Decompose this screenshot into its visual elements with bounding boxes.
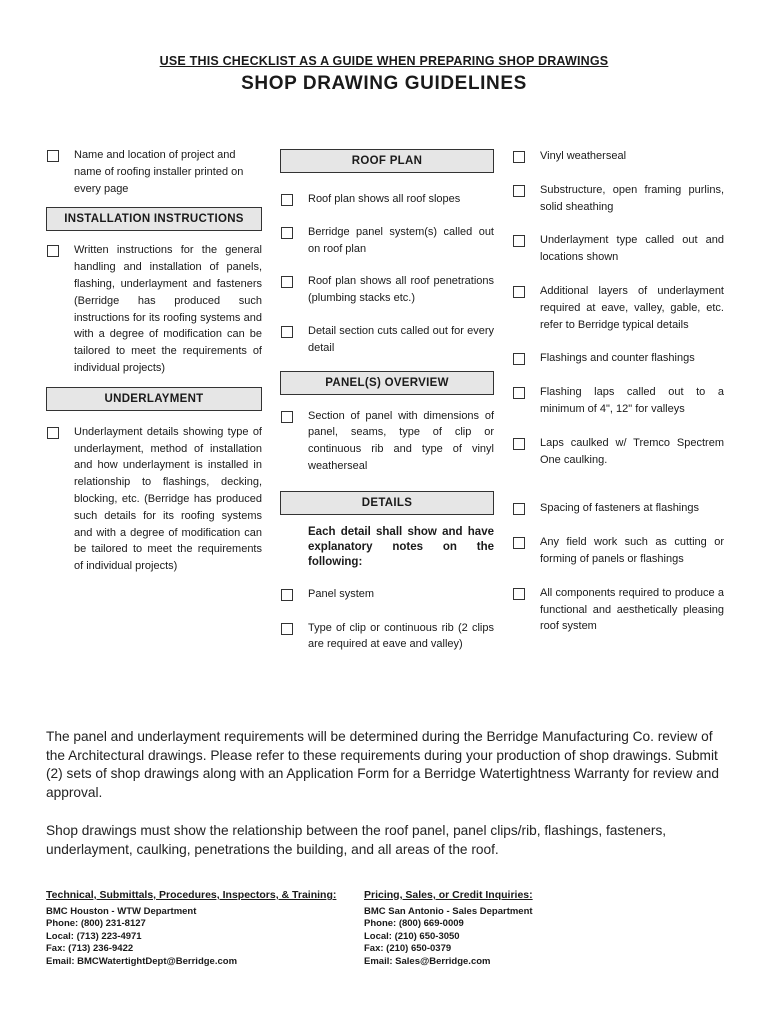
checklist-item-roof-slopes: Roof plan shows all roof slopes bbox=[280, 191, 494, 208]
checkbox[interactable] bbox=[513, 286, 525, 298]
checklist-item-project-name: Name and location of project and name of roofing installer printed on every page bbox=[46, 147, 262, 197]
checklist-item-panel-system: Panel system bbox=[280, 586, 494, 603]
checklist-item-fastener-spacing: Spacing of fasteners at flashings bbox=[512, 500, 724, 517]
checklist-item-vinyl-weatherseal: Vinyl weatherseal bbox=[512, 148, 724, 165]
contact-technical-local: Local: (713) 223-4971 bbox=[46, 930, 142, 942]
checkbox[interactable] bbox=[281, 194, 293, 206]
checkbox[interactable] bbox=[47, 245, 59, 257]
requirements-paragraph: The panel and underlayment requirements will be determined during the Berridge Manufacturing Co. review of the Architectural drawings. Please refer to these requirements during your production of shop drawings. Submit (2) sets of shop drawings along with an Application Form for a Berridge Watertightness Warranty for review and approval. bbox=[46, 729, 720, 800]
checkbox[interactable] bbox=[513, 503, 525, 515]
section-roof-plan: ROOF PLAN bbox=[280, 149, 494, 173]
checklist-item-flashing-laps: Flashing laps called out to a minimum of 4", 12" for valleys bbox=[512, 384, 724, 418]
contact-technical-dept: BMC Houston - WTW Department bbox=[46, 905, 197, 917]
contact-technical-fax: Fax: (713) 236-9422 bbox=[46, 943, 134, 954]
checklist-item-roof-penetrations: Roof plan shows all roof penetrations (plumbing stacks etc.) bbox=[280, 273, 494, 307]
section-details: DETAILS bbox=[280, 491, 494, 515]
checklist-item-all-components: All components required to produce a functional and aesthetically pleasing roof system bbox=[512, 585, 724, 635]
column-right bbox=[512, 148, 724, 635]
relationship-paragraph: Shop drawings must show the relationship between the roof panel, panel clips/rib, flashings, fasteners, underlayment, caulking, penetrations the building, and all areas of the roof. bbox=[46, 823, 667, 857]
checkbox[interactable] bbox=[513, 353, 525, 365]
checkbox[interactable] bbox=[281, 276, 293, 288]
checkbox[interactable] bbox=[513, 235, 525, 247]
checklist-subtitle: USE THIS CHECKLIST AS A GUIDE WHEN PREPARING SHOP DRAWINGS bbox=[159, 54, 609, 68]
details-note: Each detail shall show and have explanatory notes on the following: bbox=[308, 525, 494, 568]
checklist-item-underlayment-type: Underlayment type called out and locations shown bbox=[512, 232, 724, 266]
checkbox[interactable] bbox=[47, 427, 59, 439]
contact-pricing-dept: BMC San Antonio - Sales Department bbox=[364, 905, 533, 917]
checkbox[interactable] bbox=[281, 589, 293, 601]
section-panel-overview: PANEL(S) OVERVIEW bbox=[280, 371, 494, 395]
checkbox[interactable] bbox=[47, 150, 59, 162]
contact-technical-heading: Technical, Submittals, Procedures, Inspectors, & Training: bbox=[46, 889, 337, 901]
contact-pricing bbox=[364, 889, 664, 968]
column-left bbox=[46, 147, 262, 575]
contact-technical bbox=[46, 889, 346, 968]
checklist-item-field-work: Any field work such as cutting or forming of panels or flashings bbox=[512, 534, 724, 568]
section-installation-instructions: INSTALLATION INSTRUCTIONS bbox=[46, 207, 262, 231]
checklist-item-laps-caulked: Laps caulked w/ Tremco Spectrem One caulking. bbox=[512, 435, 724, 469]
column-middle bbox=[280, 149, 494, 653]
contact-pricing-heading: Pricing, Sales, or Credit Inquiries: bbox=[364, 889, 533, 901]
contact-pricing-fax: Fax: (210) 650-0379 bbox=[364, 943, 452, 954]
checklist-item-section-cuts: Detail section cuts called out for every detail bbox=[280, 323, 494, 357]
checkbox[interactable] bbox=[513, 185, 525, 197]
checkbox[interactable] bbox=[281, 411, 293, 423]
checklist-item-clip-type: Type of clip or continuous rib (2 clips are required at eave and valley) bbox=[280, 620, 494, 654]
checkbox[interactable] bbox=[513, 537, 525, 549]
checkbox[interactable] bbox=[281, 623, 293, 635]
checkbox[interactable] bbox=[513, 588, 525, 600]
contact-technical-email: Email: BMCWatertightDept@Berridge.com bbox=[46, 955, 238, 967]
contact-pricing-email: Email: Sales@Berridge.com bbox=[364, 955, 491, 967]
checkbox[interactable] bbox=[513, 151, 525, 163]
contact-pricing-phone: Phone: (800) 669-0009 bbox=[364, 918, 464, 929]
contact-pricing-local: Local: (210) 650-3050 bbox=[364, 930, 460, 942]
checklist-item-panel-section: Section of panel with dimensions of panel, seams, type of clip or continuous rib and type of vinyl weatherseal bbox=[280, 408, 494, 475]
checklist-item-underlayment-details: Underlayment details showing type of underlayment, method of installation and how underlayment is installed in relationship to flashings, decking, blocking, etc. (Berridge has produced such details for its roofing systems and with a degree of modification can be tailored to meet the requirements of individual projects) bbox=[46, 424, 262, 575]
checkbox[interactable] bbox=[281, 227, 293, 239]
contact-technical-phone: Phone: (800) 231-8127 bbox=[46, 918, 146, 929]
checklist-item-additional-layers: Additional layers of underlayment required at eave, valley, gable, etc. refer to Berridge typical details bbox=[512, 283, 724, 333]
checkbox[interactable] bbox=[513, 387, 525, 399]
checkbox[interactable] bbox=[513, 438, 525, 450]
checklist-item-flashings: Flashings and counter flashings bbox=[512, 350, 724, 367]
page-title: SHOP DRAWING GUIDELINES bbox=[241, 73, 527, 94]
checklist-item-installation: Written instructions for the general handling and installation of panels, flashing, underlayment and fasteners (Berridge has produced such instructions for its roofing systems and with a degree of modification can be tailored to meet the requirements of individual projects) bbox=[46, 242, 262, 376]
checkbox[interactable] bbox=[281, 326, 293, 338]
section-underlayment: UNDERLAYMENT bbox=[46, 387, 262, 411]
checklist-item-panel-system-callout: Berridge panel system(s) called out on roof plan bbox=[280, 224, 494, 258]
checklist-item-substructure: Substructure, open framing purlins, solid sheathing bbox=[512, 182, 724, 216]
